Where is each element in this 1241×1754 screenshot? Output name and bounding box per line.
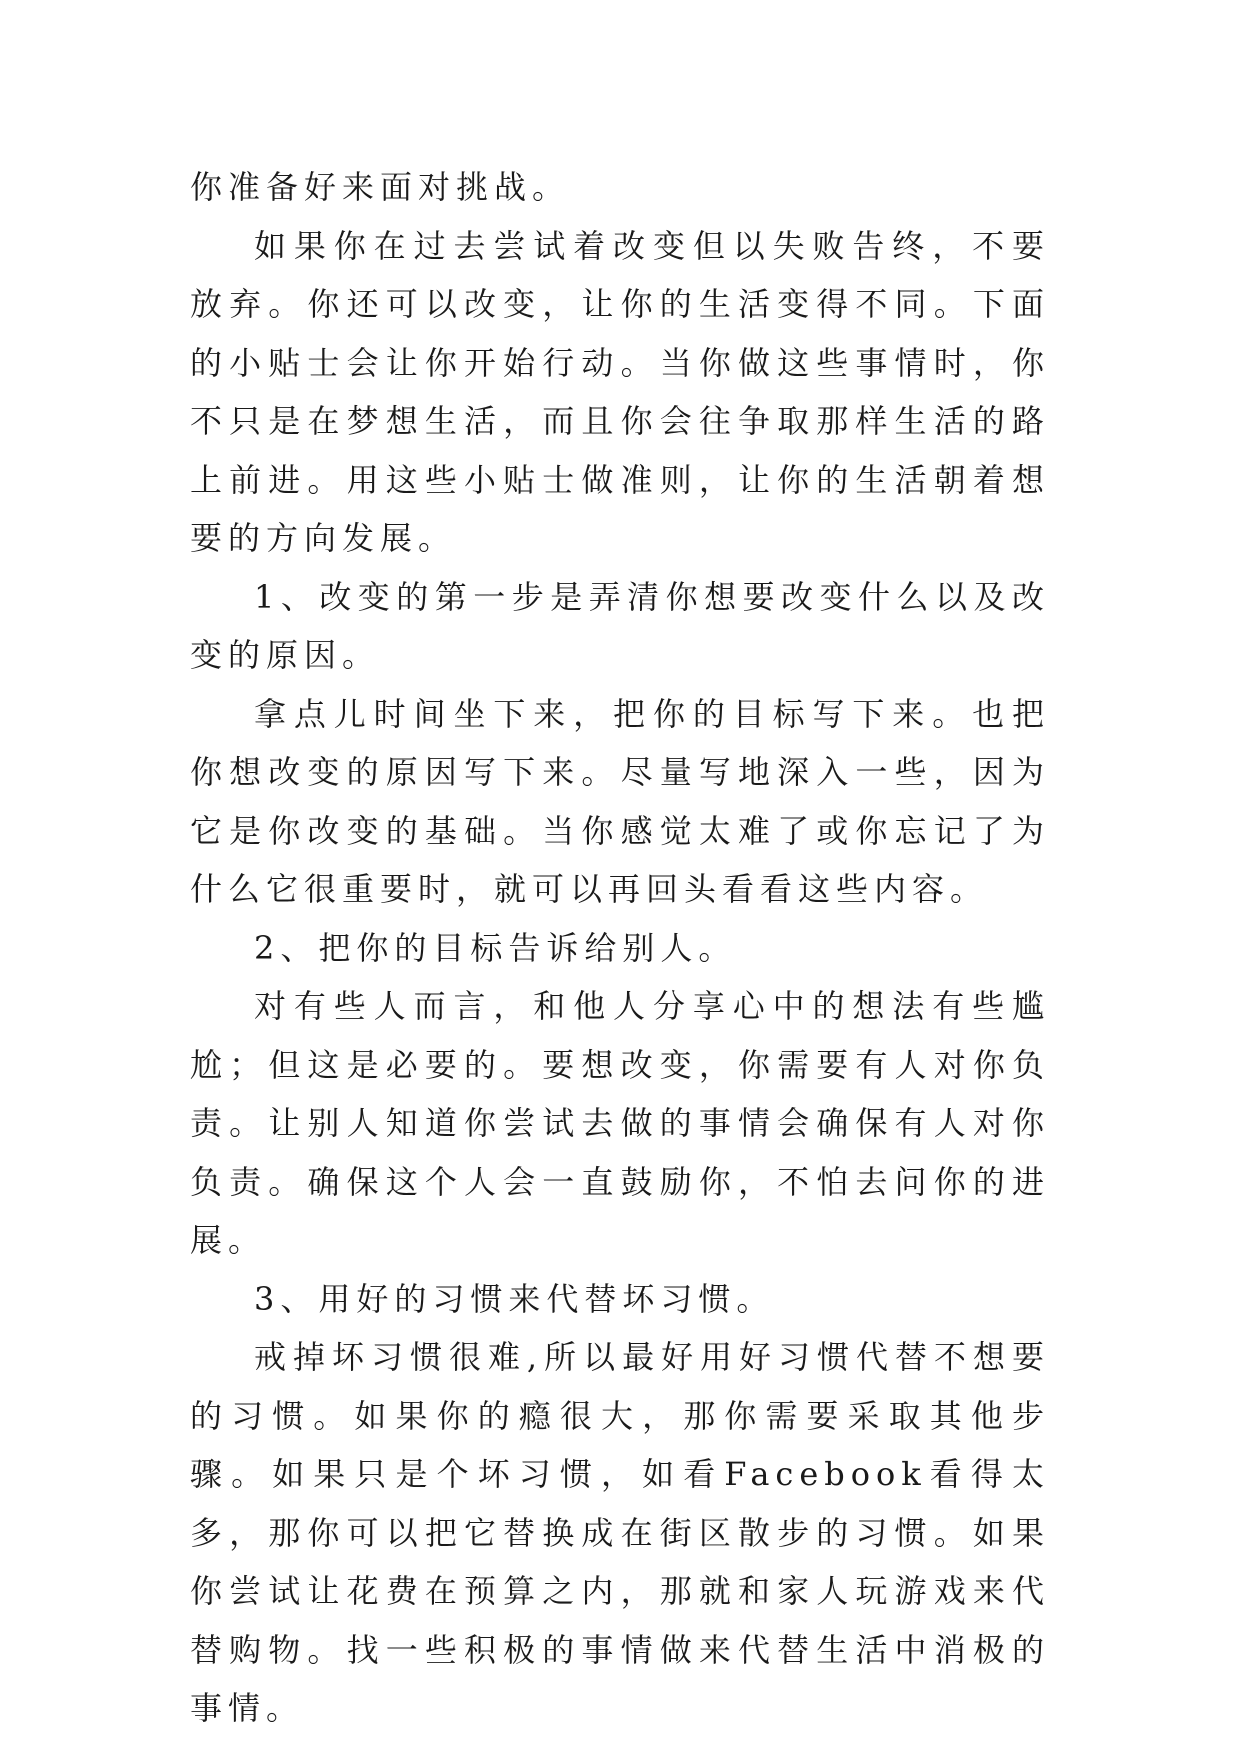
tip-2-body: 对有些人而言，和他人分享心中的想法有些尴尬；但这是必要的。要想改变，你需要有人对你负责。让别人知道你尝试去做的事情会确保有人对你负责。确保这个人会一直鼓励你，不怕去问你的进展。 (190, 987, 1050, 1259)
tip-1-body: 拿点儿时间坐下来，把你的目标写下来。也把你想改变的原因写下来。尽量写地深入一些，因为它是你改变的基础。当你感觉太难了或你忘记了为什么它很重要时，就可以再回头看看这些内容。 (190, 694, 1050, 908)
tip-3-body: 戒掉坏习惯很难,所以最好用好习惯代替不想要的习惯。如果你的瘾很大，那你需要采取其他步骤。如果只是个坏习惯，如看Facebook看得太多，那你可以把它替换成在街区散步的习惯。如果你尝试让花费在预算之内，那就和家人玩游戏来代替购物。找一些积极的事情做来代替生活中消极的事情。 (190, 1338, 1050, 1727)
tip-3-heading: 3、用好的习惯来代替坏习惯。 (254, 1279, 775, 1318)
document-body (190, 158, 1050, 1738)
tip-1-heading: 1、改变的第一步是弄清你想要改变什么以及改变的原因。 (190, 577, 1050, 674)
paragraph-intro-end: 你准备好来面对挑战。 (190, 168, 571, 206)
paragraph-encouragement: 如果你在过去尝试着改变但以失败告终，不要放弃。你还可以改变，让你的生活变得不同。下面的小贴士会让你开始行动。当你做这些事情时，你不只是在梦想生活，而且你会往争取那样生活的路上前进。用这些小贴士做准则，让你的生活朝着想要的方向发展。 (190, 226, 1050, 557)
tip-2-heading: 2、把你的目标告诉给别人。 (254, 928, 737, 967)
